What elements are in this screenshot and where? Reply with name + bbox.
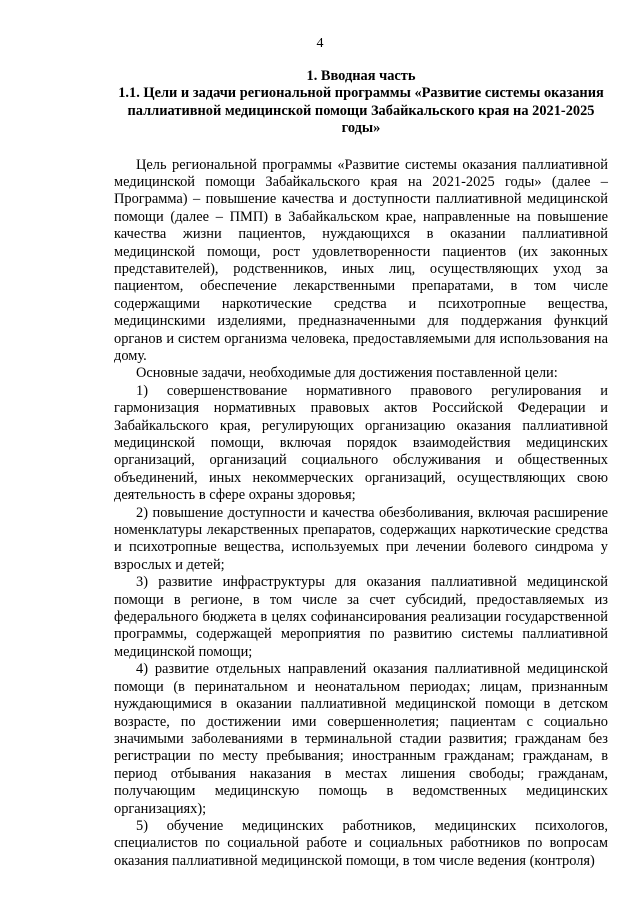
page-number: 4 (316, 36, 324, 51)
paragraph-tasks-intro: Основные задачи, необходимые для достижения поставленной цели: (136, 365, 558, 382)
paragraph-task-3: 3) развитие инфраструктуры для оказания паллиативной медицинской помощи в регионе, в том числе за счет субсидий, предоставляемых из федерального бюджета в целях софинансирования реализации государственной программы, содержащей мероприятия по развитию системы паллиативной медицинской помощи; (114, 574, 608, 660)
subsection-heading: 1.1. Цели и задачи региональной программы «Развитие системы оказания паллиативной медицинской помощи Забайкальского края на 2021-2025 годы» (118, 85, 604, 136)
paragraph-goal: Цель региональной программы «Развитие системы оказания паллиативной медицинской помощи Забайкальского края на 2021-2025 годы» (далее – Программа) – повышение качества и доступности паллиативной медицинской помощи (далее – ПМП) в Забайкальском крае, направленные на повышение качества жизни пациентов, нуждающихся в оказании паллиативной медицинской помощи, рост удовлетворенности пациентов (их законных представителей), родственников, иных лиц, осуществляющих уход за пациентом, обеспечение лекарственными препаратами, в том числе содержащими наркотические средства и психотропные вещества, медицинскими изделиями, предназначенными для поддержания функций органов и систем организма человека, предоставляемыми для использования на дому. (114, 156, 608, 364)
document-body (114, 68, 608, 870)
paragraph-task-2: 2) повышение доступности и качества обезболивания, включая расширение номенклатуры лекарственных препаратов, содержащих наркотические средства и психотропные вещества, используемых при лечении болевого синдрома у взрослых и детей; (114, 504, 608, 573)
paragraph-task-5: 5) обучение медицинских работников, медицинских психологов, специалистов по социальной работе и социальных работников по вопросам оказания паллиативной медицинской помощи, в том числе ведения (контроля) (114, 817, 608, 869)
section-heading: 1. Вводная часть (306, 68, 416, 84)
paragraph-task-4: 4) развитие отдельных направлений оказания паллиативной медицинской помощи (в перинатальном и неонатальном периодах; лицам, признанным нуждающимися в оказании паллиативной медицинской помощи в детском возрасте, по достижении ими совершеннолетия; пациентам с социально значимыми заболеваниями в терминальной стадии развития; гражданам без регистрации по месту пребывания; иностранным гражданам; гражданам, в период отбывания наказания в местах лишения свободы; гражданам, получающим медицинскую помощь в ведомственных медицинских организациях); (114, 661, 608, 817)
paragraph-task-1: 1) совершенствование нормативного правового регулирования и гармонизация нормативных правовых актов Российской Федерации и Забайкальского края, регулирующих организацию оказания паллиативной медицинской помощи, включая порядок взаимодействия медицинских организаций, организаций социального обслуживания и общественных объединений, иных некоммерческих организаций, осуществляющих свою деятельность в сфере охраны здоровья; (114, 382, 608, 504)
